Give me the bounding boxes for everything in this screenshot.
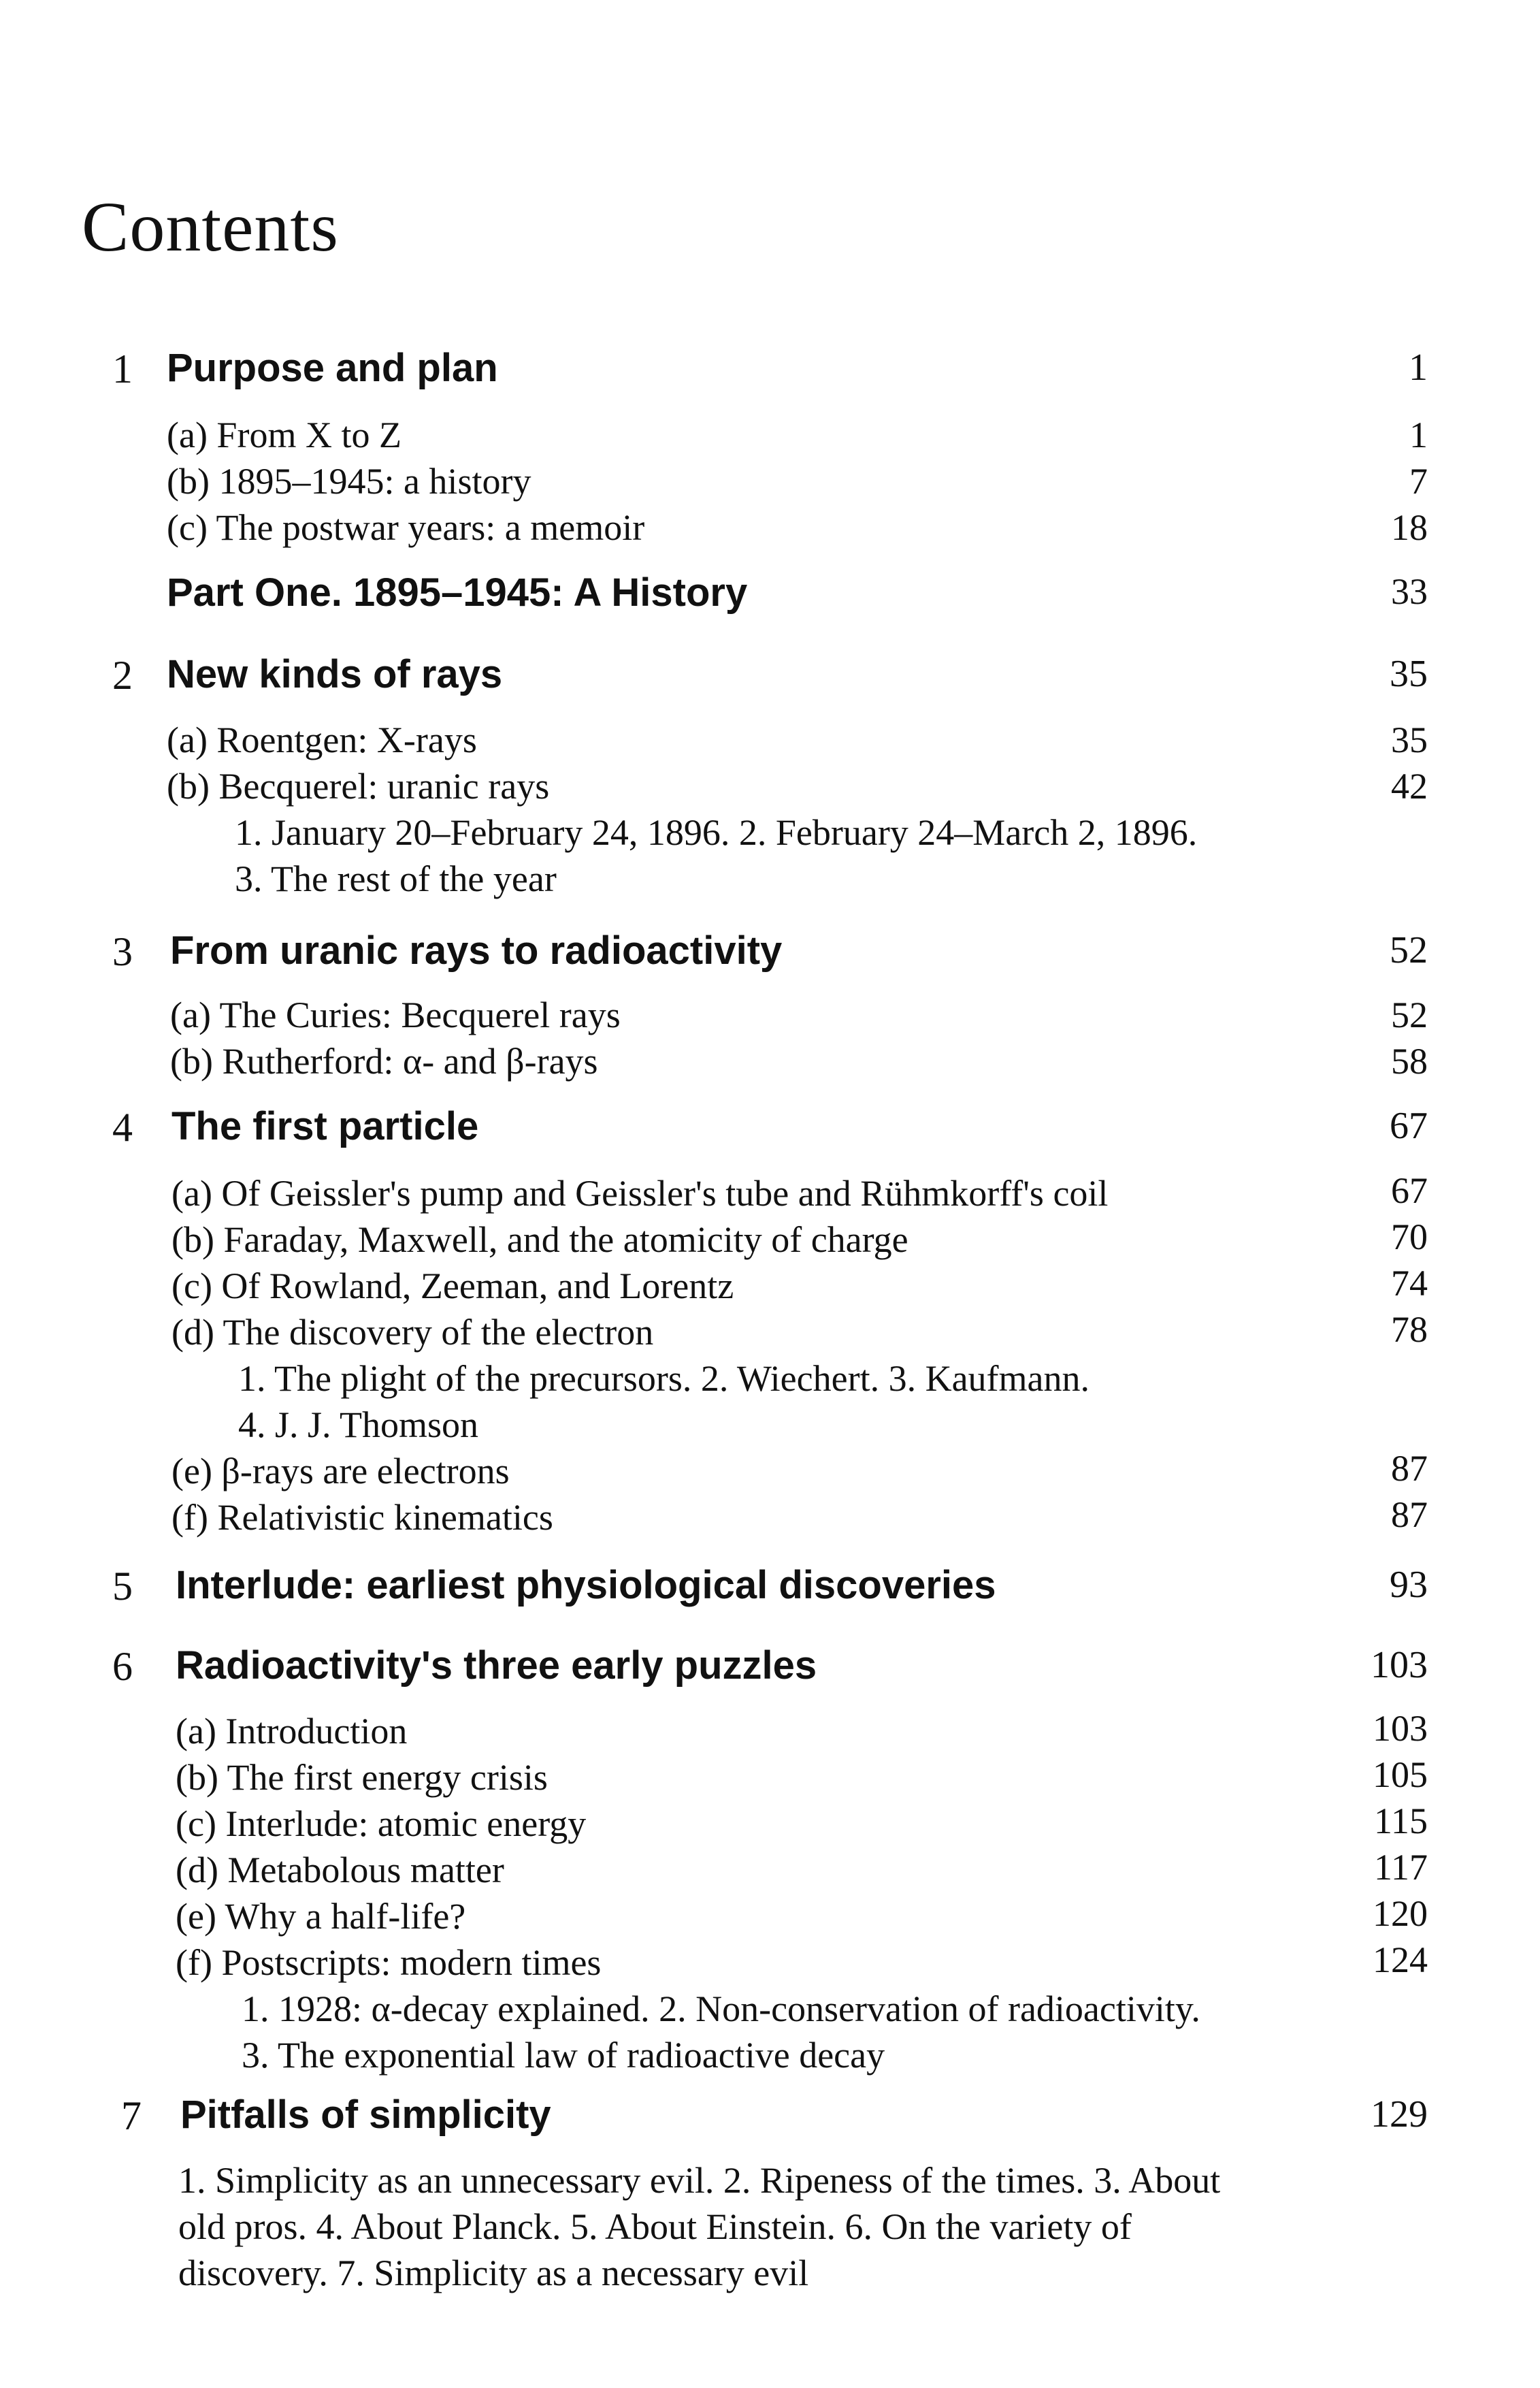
chapter-title: New kinds of rays: [167, 652, 503, 696]
section-label: (b) Faraday, Maxwell, and the atomicity of charge: [171, 1219, 908, 1260]
section-label: (e) β-rays are electrons: [171, 1451, 510, 1491]
chapter-title: Radioactivity's three early puzzles: [176, 1643, 817, 1688]
chapter-page: 35: [1390, 653, 1428, 695]
chapter-detail: old pros. 4. About Planck. 5. About Einstein. 6. On the variety of: [178, 2206, 1132, 2247]
section-detail: 1. The plight of the precursors. 2. Wiechert. 3. Kaufmann.: [238, 1358, 1090, 1399]
section-page: 120: [1373, 1893, 1428, 1934]
chapter-detail: discovery. 7. Simplicity as a necessary evil: [178, 2253, 809, 2293]
section-page: 74: [1391, 1263, 1428, 1304]
chapter-number: 6: [112, 1644, 133, 1689]
chapter-title: From uranic rays to radioactivity: [170, 929, 783, 973]
section-label: (a) Of Geissler's pump and Geissler's tube and Rühmkorff's coil: [171, 1173, 1109, 1214]
chapter-number: 7: [121, 2093, 142, 2138]
section-label: (b) 1895–1945: a history: [167, 461, 531, 502]
part-page: 33: [1391, 571, 1428, 612]
chapter-page: 67: [1390, 1105, 1428, 1147]
section-page: 103: [1373, 1708, 1428, 1749]
section-page: 115: [1374, 1801, 1428, 1841]
section-label: (c) The postwar years: a memoir: [167, 507, 645, 548]
chapter-number: 1: [112, 346, 133, 391]
section-label: (f) Postscripts: modern times: [176, 1942, 602, 1983]
section-label: (c) Interlude: atomic energy: [176, 1803, 587, 1844]
section-detail: 1. January 20–February 24, 1896. 2. February 24–March 2, 1896.: [235, 812, 1198, 853]
chapter-number: 2: [112, 653, 133, 698]
section-label: (d) The discovery of the electron: [171, 1312, 654, 1353]
section-page: 117: [1374, 1847, 1428, 1888]
section-page: 7: [1409, 461, 1428, 502]
section-detail: 1. 1928: α-decay explained. 2. Non-conservation of radioactivity.: [242, 1988, 1200, 2029]
chapter-title: Interlude: earliest physiological discoveries: [176, 1563, 996, 1607]
section-label: (a) The Curies: Becquerel rays: [170, 995, 621, 1035]
section-page: 18: [1391, 507, 1428, 548]
section-label: (a) Introduction: [176, 1711, 408, 1752]
section-label: (b) The first energy crisis: [176, 1757, 548, 1798]
section-detail: 3. The rest of the year: [235, 858, 557, 899]
section-label: (a) From X to Z: [167, 415, 402, 455]
section-page: 1: [1409, 415, 1428, 455]
section-label: (a) Roentgen: X-rays: [167, 720, 477, 760]
section-page: 35: [1391, 720, 1428, 760]
section-label: (f) Relativistic kinematics: [171, 1497, 553, 1538]
chapter-page: 129: [1371, 2093, 1428, 2135]
section-label: (b) Becquerel: uranic rays: [167, 766, 550, 807]
section-page: 67: [1391, 1170, 1428, 1211]
section-page: 52: [1391, 995, 1428, 1035]
section-page: 87: [1391, 1448, 1428, 1489]
chapter-number: 4: [112, 1105, 133, 1150]
section-page: 70: [1391, 1216, 1428, 1257]
chapter-page: 93: [1390, 1564, 1428, 1606]
section-label: (d) Metabolous matter: [176, 1850, 504, 1890]
section-label: (c) Of Rowland, Zeeman, and Lorentz: [171, 1265, 734, 1306]
section-label: (e) Why a half-life?: [176, 1896, 466, 1937]
chapter-page: 1: [1409, 346, 1428, 389]
chapter-number: 5: [112, 1564, 133, 1609]
chapter-page: 52: [1390, 929, 1428, 971]
chapter-title: Pitfalls of simplicity: [180, 2093, 551, 2137]
section-page: 124: [1373, 1939, 1428, 1980]
chapter-title: The first particle: [171, 1104, 479, 1148]
page-title: Contents: [82, 188, 339, 266]
chapter-detail: 1. Simplicity as an unnecessary evil. 2. Ripeness of the times. 3. About: [178, 2160, 1221, 2201]
section-detail: 4. J. J. Thomson: [238, 1404, 479, 1445]
chapter-title: Purpose and plan: [167, 346, 498, 390]
section-page: 87: [1391, 1494, 1428, 1535]
section-label: (b) Rutherford: α- and β-rays: [170, 1041, 598, 1082]
chapter-page: 103: [1371, 1644, 1428, 1686]
section-page: 78: [1391, 1309, 1428, 1350]
chapter-number: 3: [112, 929, 133, 974]
section-page: 42: [1391, 766, 1428, 807]
section-page: 58: [1391, 1041, 1428, 1082]
part-title: Part One. 1895–1945: A History: [167, 570, 748, 615]
section-detail: 3. The exponential law of radioactive decay: [242, 2035, 885, 2076]
section-page: 105: [1373, 1754, 1428, 1795]
